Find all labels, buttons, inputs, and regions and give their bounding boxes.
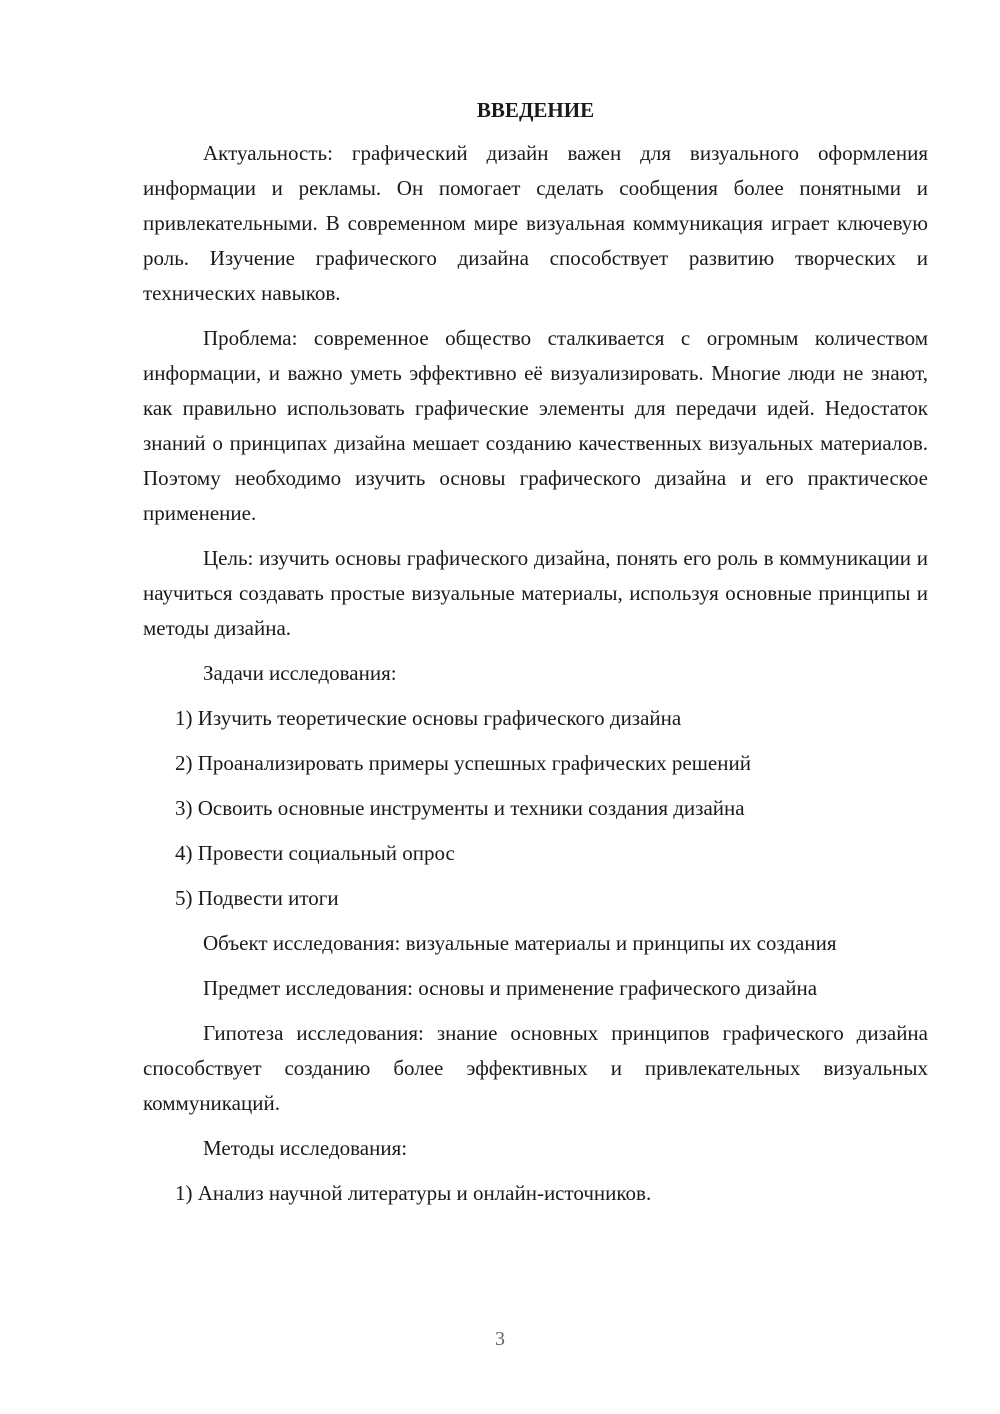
list-item: 1) Анализ научной литературы и онлайн-источников. [175, 1181, 652, 1205]
tasks-heading: Задачи исследования: [203, 661, 397, 685]
list-item: 4) Провести социальный опрос [175, 841, 455, 865]
relevance-paragraph: Актуальность: графический дизайн важен для визуального оформления информации и рекламы. Он помогает сделать сообщения более понятными и привлекательными. В современном мире визуальная коммуникация играет ключевую роль. Изучение графического дизайна способствует развитию творческих и технических навыков. [143, 141, 928, 305]
goal-paragraph: Цель: изучить основы графического дизайна, понять его роль в коммуникации и научиться создавать простые визуальные материалы, используя основные принципы и методы дизайна. [143, 546, 928, 640]
list-item: 1) Изучить теоретические основы графического дизайна [175, 706, 682, 730]
list-item: 5) Подвести итоги [175, 886, 339, 910]
page-number: 3 [495, 1328, 505, 1350]
object-paragraph: Объект исследования: визуальные материалы и принципы их создания [203, 931, 837, 955]
list-item: 3) Освоить основные инструменты и техники создания дизайна [175, 796, 745, 820]
problem-paragraph: Проблема: современное общество сталкивается с огромным количеством информации, и важно уметь эффективно её визуализировать. Многие люди не знают, как правильно использовать графические элементы для передачи идей. Недостаток знаний о принципах дизайна мешает созданию качественных визуальных материалов. Поэтому необходимо изучить основы графического дизайна и его практическое применение. [143, 326, 928, 525]
methods-list [143, 1176, 928, 1211]
document-title: ВВЕДЕНИЕ [476, 98, 595, 122]
methods-heading: Методы исследования: [203, 1136, 408, 1160]
subject-paragraph: Предмет исследования: основы и применение графического дизайна [203, 976, 818, 1000]
list-item: 2) Проанализировать примеры успешных графических решений [175, 751, 751, 775]
hypothesis-paragraph: Гипотеза исследования: знание основных принципов графического дизайна способствует созданию более эффективных и привлекательных визуальных коммуникаций. [143, 1021, 928, 1115]
tasks-list [143, 701, 928, 916]
document-page [143, 94, 928, 1221]
